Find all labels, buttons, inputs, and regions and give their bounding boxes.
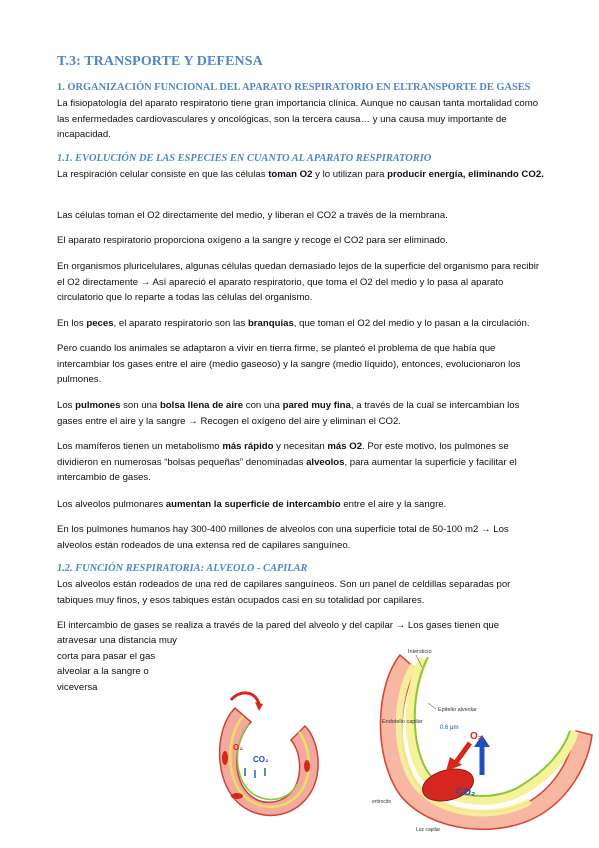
alveolus-diagram-left [205, 680, 335, 830]
paragraph-alveolos: Los alveolos pulmonares aumentan la superficie de intercambio entre el aire y la sangre. [57, 499, 447, 510]
label-eritrocito: eritrocito [372, 799, 392, 805]
section-heading-1: 1. ORGANIZACIÓN FUNCIONAL DEL APARATO RESPIRATORIO EN ELTRANSPORTE DE GASES [57, 82, 531, 93]
label-epitelio: Epitelio alveolar [438, 707, 477, 713]
exchange-arrows-left [245, 768, 265, 778]
label-luz-capilar: Luz capilar [416, 827, 441, 833]
o2-arrow [446, 743, 470, 771]
alveolo-capillary-diagram [370, 635, 595, 840]
co2-label-left: CO₂ [253, 755, 269, 764]
paragraph-pulmones: Los pulmones son una bolsa llena de aire con una pared muy fina, a través de la cual se intercambian los gases entre el aire y la sangre → Recogen el oxígeno del aire y eliminan el CO2. [57, 400, 520, 427]
paragraph-aparato: El aparato respiratorio proporciona oxígeno a la sangre y recoge el CO2 para ser eliminado. [57, 235, 448, 246]
paragraph-mamiferos: Los mamíferos tienen un metabolismo más rápido y necesitan más O2. Por este motivo, los pulmones se dividieron en numerosas “bolsas pequeñas” denominadas alveolos, para aumentar la superficie y facilitar el intercambio de gases. [57, 441, 517, 483]
paragraph-intercambio-line1: El intercambio de gases se realiza a través de la pared del alveolo y del capilar → Los gases tienen que [57, 620, 500, 631]
alveolus-wall [220, 708, 319, 815]
section-heading-1-2: 1.2. FUNCIÓN RESPIRATORIA: ALVEOLO - CAPILAR [57, 563, 308, 574]
o2-label-left: O₂ [233, 743, 243, 752]
paragraph-capilares: Los alveolos están rodeados de una red de capilares sanguíneos. Son un panel de celdillas separadas por tabiques muy finos, y esos tabiques están ocupados casi en su totalidad por capilares. [57, 579, 511, 606]
airflow-arrow [231, 693, 259, 704]
label-distance: 0.6 μm [440, 725, 459, 731]
co2-label: CO₂ [456, 787, 476, 798]
paragraph-tierra-firme: Pero cuando los animales se adaptaron a vivir en tierra firme, se planteó el problema de que había que intercambiar los gases entre el aire (medio gaseoso) y la sangre (medio líquido), entonces, evolucionaron los pulmones. [57, 343, 521, 385]
paragraph-intercambio-rest: atravesar una distancia muy corta para pasar el gas alveolar a la sangre o viceversa [57, 635, 177, 693]
paragraph-peces: En los peces, el aparato respiratorio son las branquias, que toman el O2 del medio y lo pasan a la circulación. [57, 318, 530, 329]
paragraph-pulmones-humanos: En los pulmones humanos hay 300-400 millones de alveolos con una superficie total de 50-100 m2 → Los alveolos están rodeados de una extensa red de capilares sanguíneo. [57, 524, 509, 551]
o2-label: O₂ [470, 731, 483, 742]
paragraph-intro: La fisiopatología del aparato respiratorio tiene gran importancia clínica. Aunque no causan tanta mortalidad como las enfermedades cardiovasculares y oncológicas, son la tercera causa… y una causa muy importante de incapacidad. [57, 98, 539, 140]
label-intersticio: Intersticio [408, 649, 432, 655]
section-heading-1-1: 1.1. EVOLUCIÓN DE LAS ESPECIES EN CUANTO AL APARATO RESPIRATORIO [57, 153, 432, 164]
paragraph-pluricelulares: En organismos pluricelulares, algunas células quedan demasiado lejos de la superficie del organismo para recibir el O2 directamente → Así apareció el aparato respiratorio, que toma el O2 del medio y lo pasa al aparato circulatorio que lo reparte a todas las células del organismo. [57, 261, 540, 303]
paragraph-respiracion: La respiración celular consiste en que las células toman O2 y lo utilizan para producir energía, eliminando CO2. [57, 169, 544, 180]
label-endotelio: Endotelio capilar [382, 719, 423, 725]
page-title: T.3: TRANSPORTE Y DEFENSA [57, 54, 263, 69]
airflow-arrow-head [255, 702, 263, 711]
paragraph-celulas: Las células toman el O2 directamente del medio, y liberan el CO2 a través de la membrana. [57, 210, 448, 221]
